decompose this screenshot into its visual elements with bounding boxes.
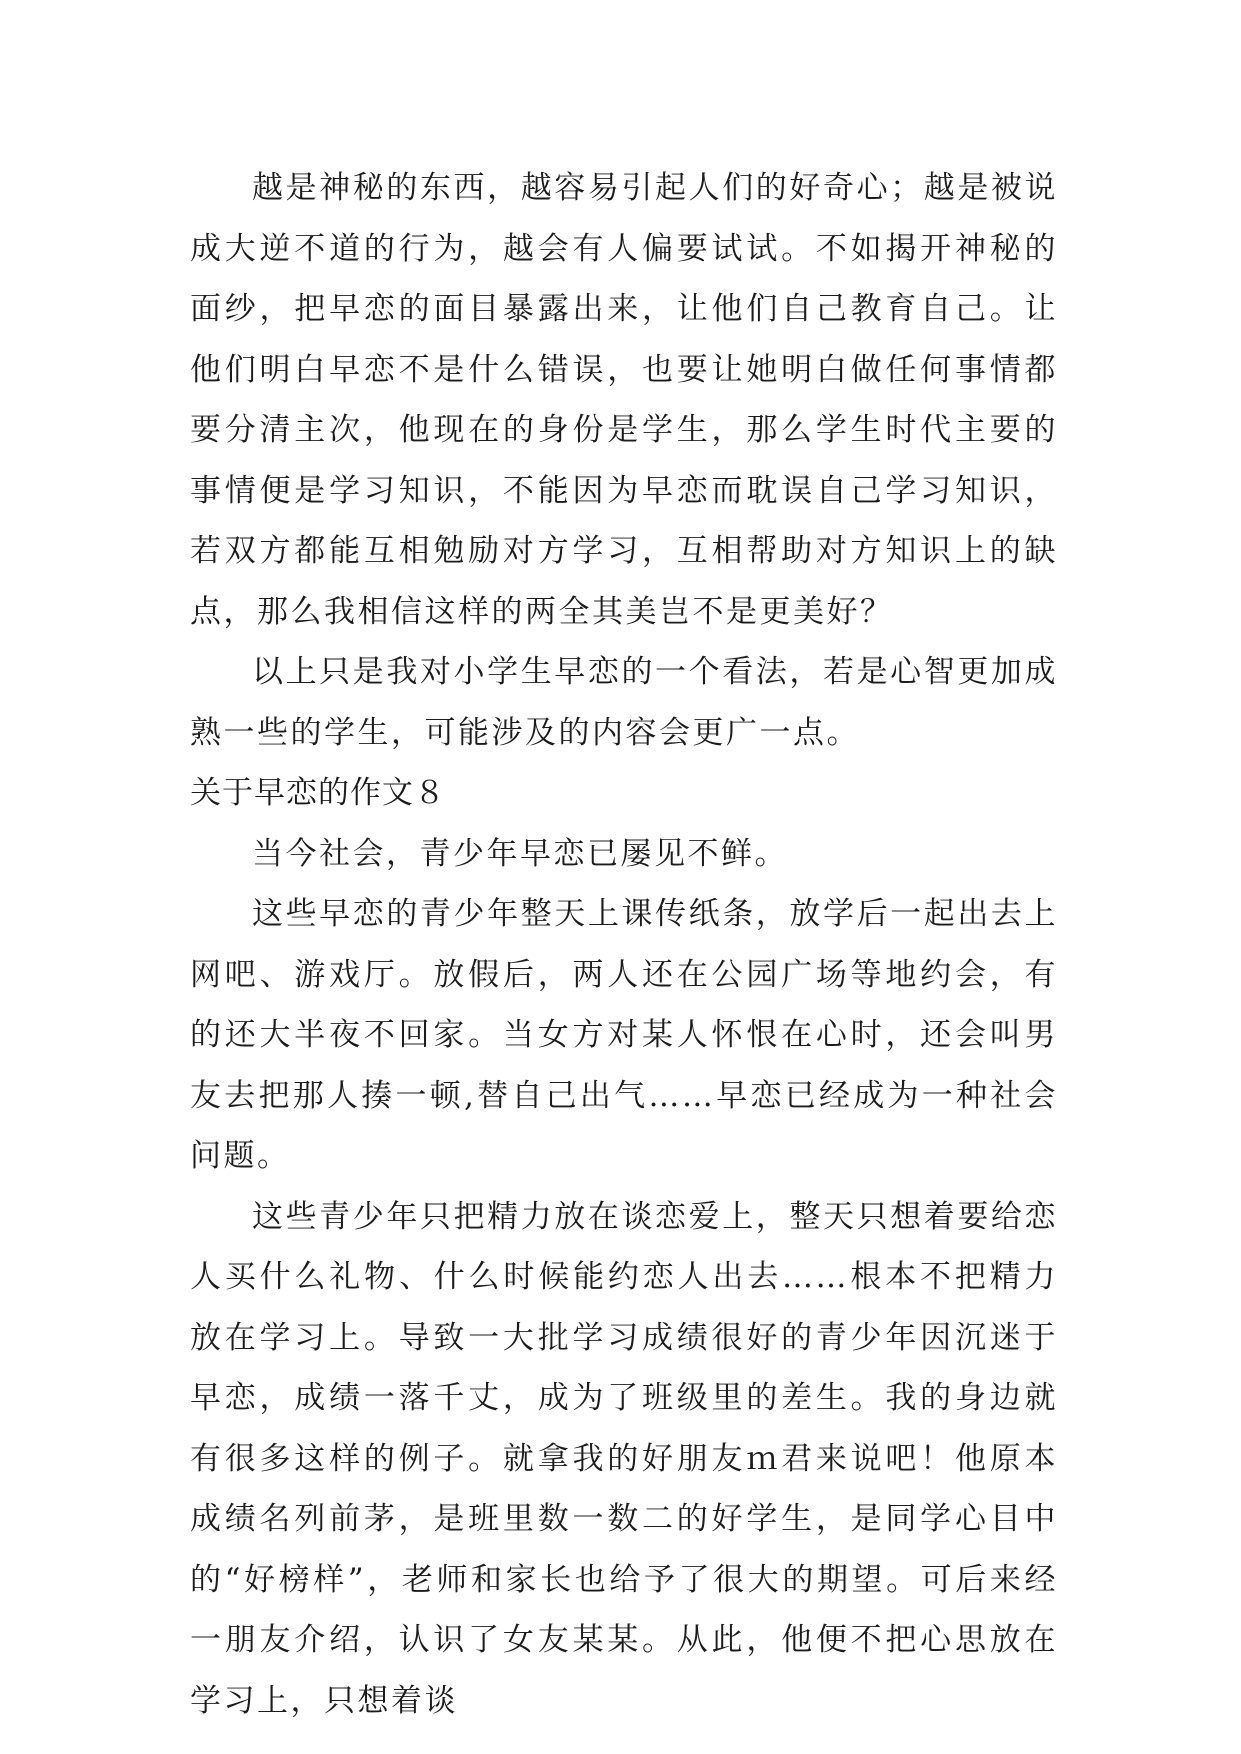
paragraph-1: 越是神秘的东西，越容易引起人们的好奇心；越是被说成大逆不道的行为，越会有人偏要试试。不如揭开神秘的面纱，把早恋的面目暴露出来，让他们自己教育自己。让他们明白早恋不是什么错误，也要让她明白做任何事情都要分清主次，他现在的身份是学生，那么学生时代主要的事情便是学习知识，不能因为早恋而耽误自己学习知识，若双方都能互相勉励对方学习，互相帮助对方知识上的缺点，那么我相信这样的两全其美岂不是更美好？ xyxy=(190,170,1058,630)
paragraph-3: 当今社会，青少年早恋已屡见不鲜。 xyxy=(252,835,788,872)
section-heading: 关于早恋的作文８ xyxy=(190,775,446,811)
paragraph-4: 这些早恋的青少年整天上课传纸条，放学后一起出去上网吧、游戏厅。放假后，两人还在公园广场等地约会，有的还大半夜不回家。当女方对某人怀恨在心时，还会叫男友去把那人揍一顿,替自己出气……早恋已经成为一种社会问题。 xyxy=(190,896,1058,1174)
paragraph-2: 以上只是我对小学生早恋的一个看法，若是心智更加成熟一些的学生，可能涉及的内容会更广一点。 xyxy=(190,654,1058,751)
document-page xyxy=(190,158,1058,1731)
paragraph-5: 这些青少年只把精力放在谈恋爱上，整天只想着要给恋人买什么礼物、什么时候能约恋人出去……根本不把精力放在学习上。导致一大批学习成绩很好的青少年因沉迷于早恋，成绩一落千丈，成为了班级里的差生。我的身边就有很多这样的例子。就拿我的好朋友ｍ君来说吧！他原本成绩名列前茅，是班里数一数二的好学生，是同学心目中的“好榜样”，老师和家长也给予了很大的期望。可后来经一朋友介绍，认识了女友某某。从此，他便不把心思放在学习上，只想着谈 xyxy=(190,1198,1058,1719)
